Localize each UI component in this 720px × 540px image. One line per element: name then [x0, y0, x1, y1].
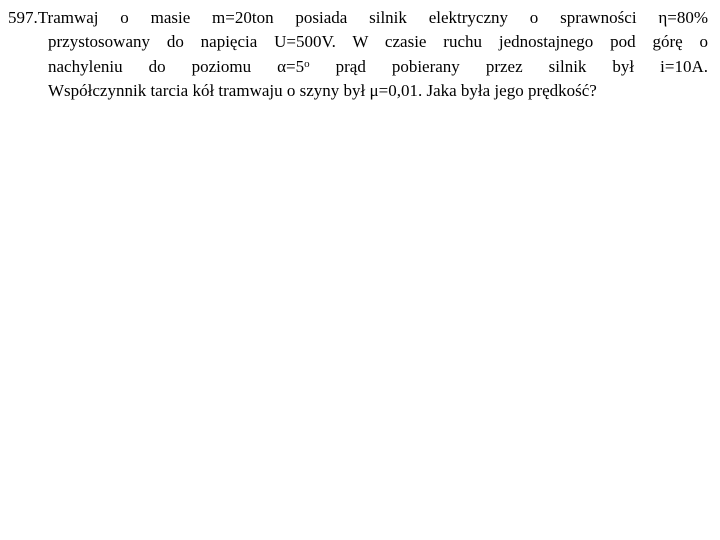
problem-text	[8, 6, 708, 102]
problem-line-1-text: Tramwaj o masie m=20ton posiada silnik elektryczny o sprawności η=80%	[37, 8, 708, 27]
problem-line-3	[8, 53, 708, 79]
problem-line-3-text-b: prąd pobierany przez silnik był i=10A.	[309, 57, 708, 76]
problem-line-1	[8, 6, 708, 30]
degree-mark: o	[304, 58, 310, 70]
problem-line-3-text-a: nachyleniu do poziomu α=5	[48, 57, 305, 76]
problem-line-2: przystosowany do napięcia U=500V. W czasie ruchu jednostajnego pod górę o	[48, 31, 708, 51]
problem-line-4: Współczynnik tarcia kół tramwaju o szyny był μ=0,01. Jaka była jego prędkość?	[48, 80, 597, 100]
problem-number: 597.	[8, 8, 38, 27]
